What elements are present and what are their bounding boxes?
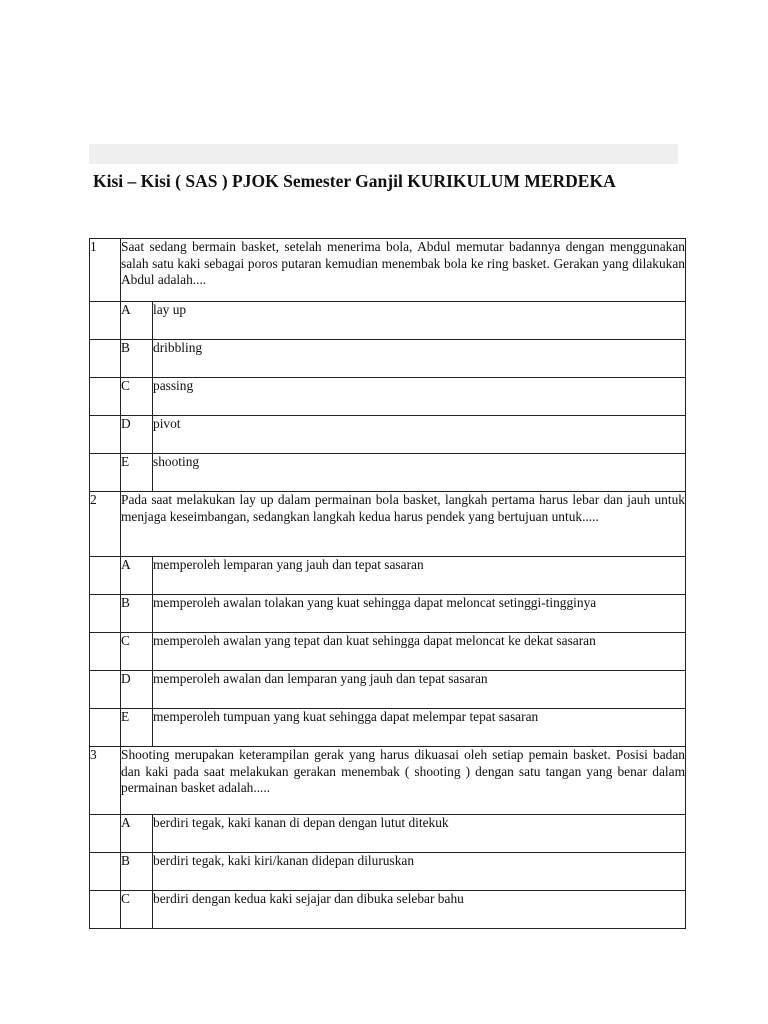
option-letter: C [121, 378, 153, 416]
option-row [90, 557, 686, 595]
question-row [90, 239, 686, 302]
option-letter: E [121, 454, 153, 492]
option-letter: A [121, 557, 153, 595]
empty-cell [90, 557, 121, 595]
option-row [90, 340, 686, 378]
option-row [90, 454, 686, 492]
option-row [90, 302, 686, 340]
option-text: berdiri tegak, kaki kanan di depan dengan lutut ditekuk [153, 815, 686, 853]
option-letter: B [121, 595, 153, 633]
empty-cell [90, 633, 121, 671]
empty-cell [90, 671, 121, 709]
question-number: 2 [90, 492, 121, 557]
question-row [90, 492, 686, 557]
option-row [90, 853, 686, 891]
header-band [89, 144, 678, 164]
document-title: Kisi – Kisi ( SAS ) PJOK Semester Ganjil KURIKULUM MERDEKA [93, 171, 616, 191]
option-row [90, 378, 686, 416]
option-letter: C [121, 633, 153, 671]
option-letter: A [121, 815, 153, 853]
option-letter: D [121, 671, 153, 709]
option-text: memperoleh tumpuan yang kuat sehingga dapat melempar tepat sasaran [153, 709, 686, 747]
question-table [89, 238, 686, 929]
empty-cell [90, 378, 121, 416]
option-row [90, 595, 686, 633]
option-text: memperoleh awalan tolakan yang kuat sehingga dapat meloncat setinggi-tingginya [153, 595, 686, 633]
empty-cell [90, 302, 121, 340]
question-text: Pada saat melakukan lay up dalam permainan bola basket, langkah pertama harus lebar dan jauh untuk menjaga keseimbangan, sedangkan langkah kedua harus pendek yang bertujuan untuk..... [121, 492, 686, 557]
option-text: memperoleh awalan yang tepat dan kuat sehingga dapat meloncat ke dekat sasaran [153, 633, 686, 671]
option-text: passing [153, 378, 686, 416]
empty-cell [90, 416, 121, 454]
option-text: berdiri dengan kedua kaki sejajar dan dibuka selebar bahu [153, 891, 686, 929]
empty-cell [90, 454, 121, 492]
empty-cell [90, 709, 121, 747]
question-text: Saat sedang bermain basket, setelah menerima bola, Abdul memutar badannya dengan menggunakan salah satu kaki sebagai poros putaran kemudian menembak bola ke ring basket. Gerakan yang dilakukan Abdul adalah.... [121, 239, 686, 302]
option-text: dribbling [153, 340, 686, 378]
option-row [90, 709, 686, 747]
empty-cell [90, 815, 121, 853]
question-number: 1 [90, 239, 121, 302]
option-row [90, 891, 686, 929]
question-text: Shooting merupakan keterampilan gerak yang harus dikuasai oleh setiap pemain basket. Posisi badan dan kaki pada saat melakukan gerakan menembak ( shooting ) dengan satu tangan yang benar dalam permainan basket adalah..... [121, 747, 686, 815]
empty-cell [90, 340, 121, 378]
option-text: berdiri tegak, kaki kiri/kanan didepan diluruskan [153, 853, 686, 891]
option-letter: E [121, 709, 153, 747]
option-text: pivot [153, 416, 686, 454]
question-number: 3 [90, 747, 121, 815]
option-text: memperoleh lemparan yang jauh dan tepat sasaran [153, 557, 686, 595]
option-row [90, 633, 686, 671]
question-row [90, 747, 686, 815]
option-row [90, 416, 686, 454]
option-text: memperoleh awalan dan lemparan yang jauh dan tepat sasaran [153, 671, 686, 709]
option-row [90, 815, 686, 853]
option-letter: A [121, 302, 153, 340]
empty-cell [90, 595, 121, 633]
option-text: shooting [153, 454, 686, 492]
option-letter: C [121, 891, 153, 929]
option-text: lay up [153, 302, 686, 340]
option-letter: B [121, 340, 153, 378]
option-row [90, 671, 686, 709]
empty-cell [90, 853, 121, 891]
option-letter: B [121, 853, 153, 891]
empty-cell [90, 891, 121, 929]
option-letter: D [121, 416, 153, 454]
